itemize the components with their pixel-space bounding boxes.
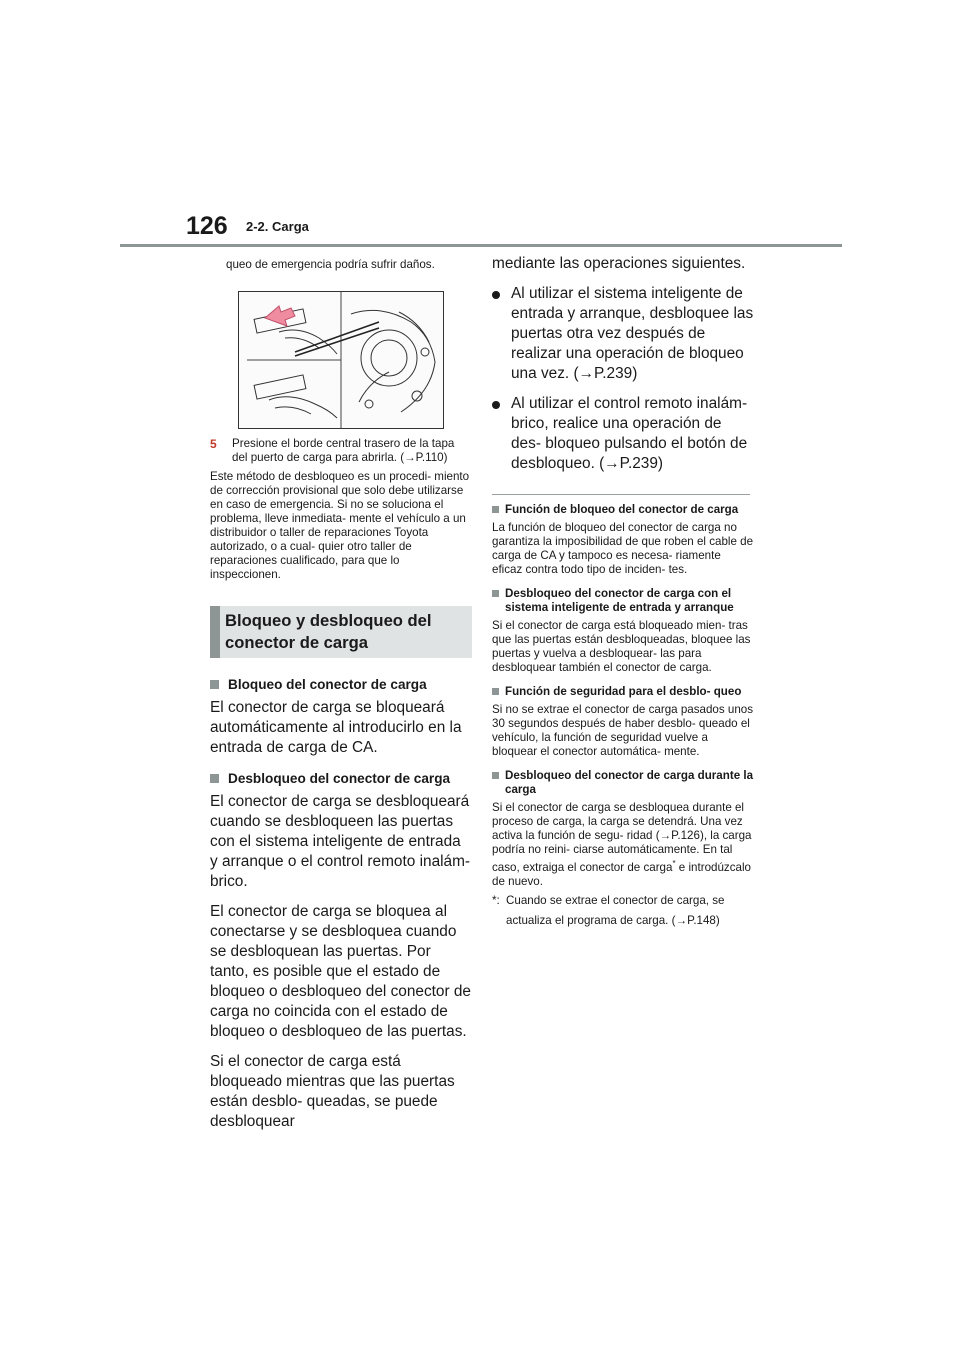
subheading-unlock-text: Desbloqueo del conector de carga	[228, 771, 451, 786]
right-column	[492, 250, 754, 931]
paragraph-unlock-3: Si el conector de carga está bloqueado mientras que las puertas están desblo- queadas, se puede desbloquear	[210, 1053, 455, 1130]
pink-arrow-icon	[265, 306, 295, 326]
step-5	[210, 437, 472, 465]
subheading-during-charging	[492, 769, 754, 797]
left-column	[210, 250, 472, 1132]
subheading-security-function	[492, 685, 754, 699]
subheading-lock	[210, 676, 472, 694]
heading-line-2: conector de carga	[225, 633, 368, 652]
bullet-square-icon	[492, 506, 499, 513]
footnote	[492, 891, 754, 931]
subheading-unlock	[210, 770, 472, 788]
paragraph-emergency-note: Este método de desbloqueo es un procedi- miento de corrección provisional que solo debe utilizarse en caso de emergencia. Si no se soluciona el problema, lleve inmediata- mente el vehículo a un distribuidor o taller de reparaciones Toyota autorizado, o a cual- quier otro taller de reparaciones cualificado, para que lo inspeccionen.	[210, 470, 470, 581]
subheading-text: Función de seguridad para el desblo- queo	[505, 685, 742, 698]
bullet-square-icon	[492, 688, 499, 695]
heading-line-1: Bloqueo y desbloqueo del	[225, 611, 432, 630]
section-label: 2-2. Carga	[246, 219, 309, 234]
subheading-lock-function	[492, 503, 754, 517]
paragraph-part-b: e introdúzcalo de nuevo.	[492, 860, 751, 888]
paragraph-lock: El conector de carga se bloqueará automáticamente al introducirlo en la entrada de carga de CA.	[210, 699, 462, 756]
paragraph: La función de bloqueo del conector de carga no garantiza la imposibilidad de que roben el cable de carga de CA y tampoco es necesa- riamente eficaz contra todo tipo de inciden- tes.	[492, 521, 754, 576]
bullet-square-icon	[210, 680, 219, 689]
bullet-square-icon	[492, 590, 499, 597]
subheading-smart-entry	[492, 587, 754, 615]
page-number: 126	[186, 212, 228, 240]
paragraph-unlock-1: El conector de carga se desbloqueará cuando se desbloqueen las puertas con el sistema inteligente de entrada y arranque o el control remoto inalám- brico.	[210, 793, 471, 890]
footnote-mark: *:	[492, 893, 500, 907]
bullet-square-icon	[210, 774, 219, 783]
subheading-lock-text: Bloqueo del conector de carga	[228, 677, 427, 692]
footnote-marker: *	[672, 859, 676, 868]
divider	[492, 494, 750, 495]
figure-illustration	[238, 291, 444, 429]
bullet-text: Al utilizar el control remoto inalám- brico, realice una operación de des- bloqueo pulsando el botón de desbloqueo. (→P.239)	[511, 395, 748, 472]
bullet-dot-icon	[492, 401, 500, 409]
paragraph-unlock-2: El conector de carga se bloquea al conectarse y se desbloquea cuando se desbloquean las puertas. Por tanto, es posible que el estado de bloqueo o desbloqueo del conector de carga no coincida con el estado de bloqueo o desbloqueo de las puertas.	[210, 903, 471, 1040]
continued-text: queo de emergencia podría sufrir daños.	[226, 258, 435, 271]
paragraph: Si el conector de carga está bloqueado mien- tras que las puertas están desbloqueadas, bloquee las puertas y vuelva a desbloquear- las para desbloquear también el conector de carga.	[492, 619, 751, 674]
step-text: Presione el borde central trasero de la tapa del puerto de carga para abrirla. (→P.110)	[232, 437, 455, 464]
footnote-text: Cuando se extrae el conector de carga, se actualiza el programa de carga. (→P.148)	[506, 893, 725, 927]
subheading-text: Desbloqueo del conector de carga con el sistema inteligente de entrada y arranque	[505, 587, 734, 614]
paragraph: Si no se extrae el conector de carga pasados unos 30 segundos después de haber desblo- queado el vehículo, la función de seguridad vuelve a bloquear el conector automática- mente.	[492, 703, 754, 758]
continued-paragraph: mediante las operaciones siguientes.	[492, 255, 746, 272]
subheading-text: Desbloqueo del conector de carga durante la carga	[505, 769, 754, 796]
subheading-text: Función de bloqueo del conector de carga	[505, 503, 739, 516]
paragraph	[492, 801, 754, 889]
paragraph-part-a: Si el conector de carga se desbloquea durante el proceso de carga, la carga se detendrá. Una vez activa la función de segu- ridad (→P.126), la carga podría no reini- ciarse automáticamente. En tal caso, extraiga el conector de carga	[492, 801, 752, 874]
bullet-text: Al utilizar el sistema inteligente de entrada y arranque, desbloquee las puertas otra vez después de realizar una operación de bloqueo una vez. (→P.239)	[511, 285, 754, 382]
bullet-item	[492, 284, 754, 384]
bullet-square-icon	[492, 772, 499, 779]
section-heading	[210, 606, 472, 658]
bullet-item	[492, 394, 754, 474]
bullet-dot-icon	[492, 291, 500, 299]
header-rule	[120, 244, 842, 247]
step-number: 5	[210, 437, 217, 451]
